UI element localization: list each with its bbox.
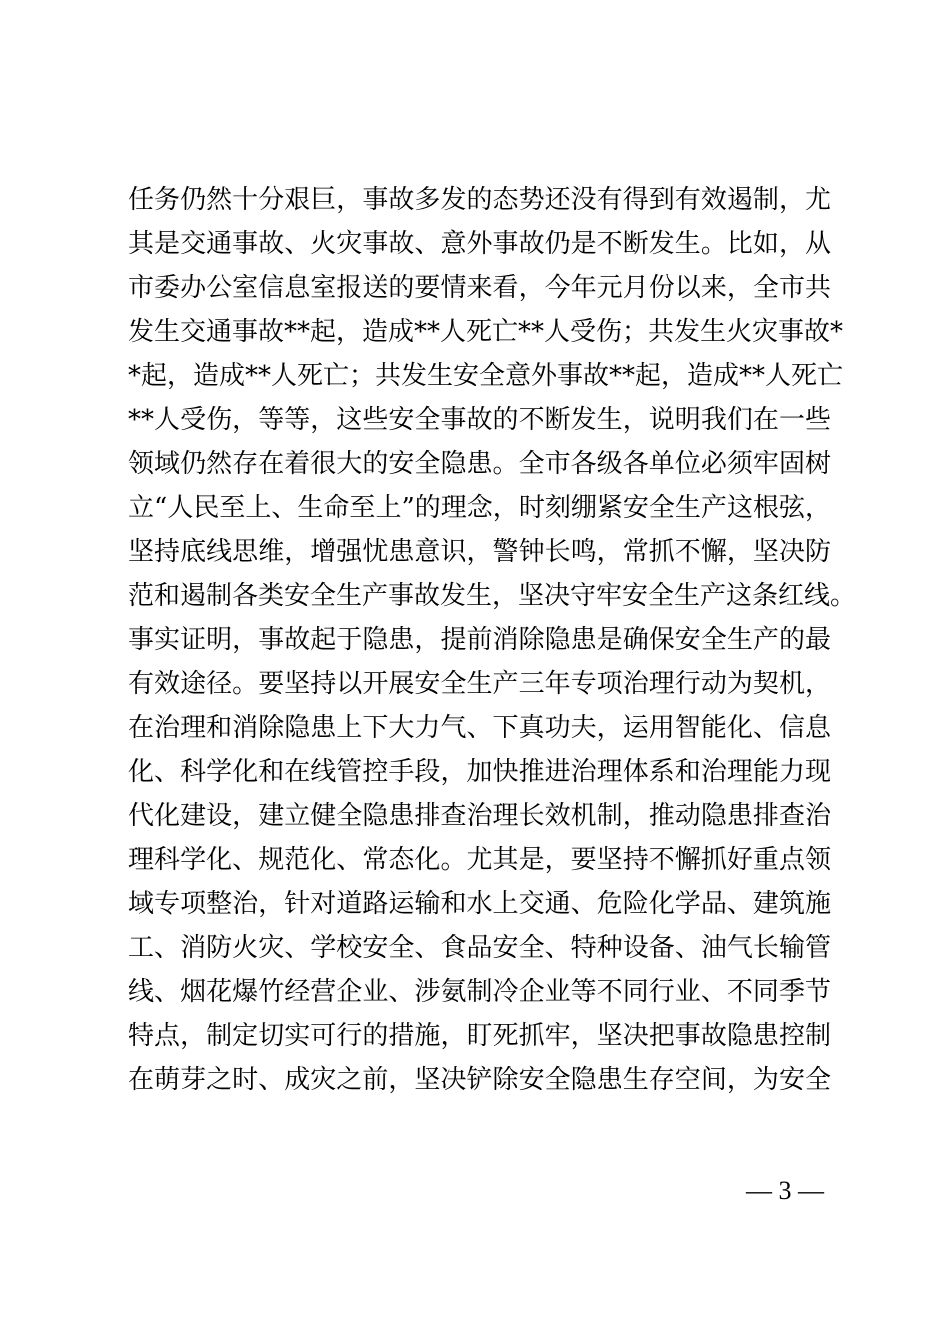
text-line: 其是交通事故、火灾事故、意外事故仍是不断发生。比如，从 — [128, 229, 831, 259]
text-line: 坚持底线思维，增强忧患意识，警钟长鸣，常抓不懈，坚决防 — [128, 537, 831, 567]
text-line: 范和遏制各类安全生产事故发生，坚决守牢安全生产这条红线。 — [128, 581, 857, 611]
text-line: **人受伤，等等，这些安全事故的不断发生，说明我们在一些 — [128, 405, 831, 435]
text-line: 市委办公室信息室报送的要情来看，今年元月份以来，全市共 — [128, 273, 831, 303]
text-line: 事实证明，事故起于隐患，提前消除隐患是确保安全生产的最 — [128, 625, 831, 655]
text-line: 特点，制定切实可行的措施，盯死抓牢，坚决把事故隐患控制 — [128, 1021, 831, 1051]
text-line: 代化建设，建立健全隐患排查治理长效机制，推动隐患排查治 — [128, 801, 831, 831]
text-line: 有效途径。要坚持以开展安全生产三年专项治理行动为契机， — [128, 669, 831, 699]
text-line: 理科学化、规范化、常态化。尤其是，要坚持不懈抓好重点领 — [128, 845, 831, 875]
text-line: 在萌芽之时、成灾之前，坚决铲除安全隐患生存空间，为安全 — [128, 1065, 831, 1095]
text-line: 工、消防火灾、学校安全、食品安全、特种设备、油气长输管 — [128, 933, 831, 963]
body-text — [128, 178, 857, 1102]
text-line: 发生交通事故**起，造成**人死亡**人受伤；共发生火灾事故* — [128, 317, 844, 347]
text-line: 在治理和消除隐患上下大力气、下真功夫，运用智能化、信息 — [128, 713, 831, 743]
text-line: 任务仍然十分艰巨，事故多发的态势还没有得到有效遏制，尤 — [128, 185, 831, 215]
text-line: 化、科学化和在线管控手段，加快推进治理体系和治理能力现 — [128, 757, 831, 787]
text-line: 域专项整治，针对道路运输和水上交通、危险化学品、建筑施 — [128, 889, 831, 919]
text-line: *起，造成**人死亡；共发生安全意外事故**起，造成**人死亡 — [128, 361, 844, 391]
text-line: 立“人民至上、生命至上”的理念，时刻绷紧安全生产这根弦， — [128, 493, 831, 523]
page-number: — 3 — — [746, 1176, 824, 1205]
text-line: 领域仍然存在着很大的安全隐患。全市各级各单位必须牢固树 — [128, 449, 831, 479]
text-line: 线、烟花爆竹经营企业、涉氨制冷企业等不同行业、不同季节 — [128, 977, 831, 1007]
